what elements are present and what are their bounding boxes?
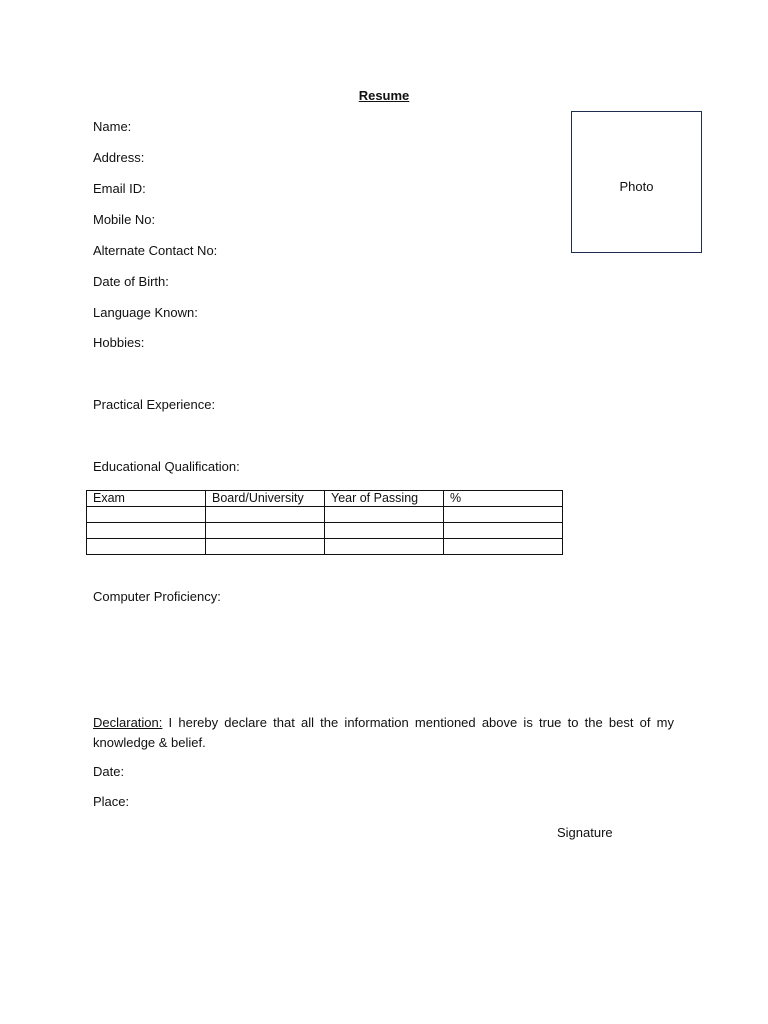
address-label: Address:: [93, 150, 145, 165]
table-row: [87, 523, 563, 539]
photo-label: Photo: [619, 179, 654, 194]
table-header-row: [87, 491, 563, 507]
place-label: Place:: [93, 794, 130, 809]
table-cell: [444, 507, 563, 523]
languages-label: Language Known:: [93, 305, 198, 320]
table-cell: [206, 539, 325, 555]
table-row: [87, 507, 563, 523]
practical-experience-label: Practical Experience:: [93, 397, 216, 412]
date-label: Date:: [93, 764, 125, 779]
table-header-board: Board/University: [206, 491, 325, 507]
table-cell: [87, 507, 206, 523]
table-cell: [87, 523, 206, 539]
educational-qualification-label: Educational Qualification:: [93, 459, 240, 474]
declaration-text: I hereby declare that all the information mentioned above is true to the best of my knowledge & belief.: [93, 715, 674, 750]
table-cell: [325, 523, 444, 539]
hobbies-label: Hobbies:: [93, 335, 145, 350]
dob-label: Date of Birth:: [93, 274, 169, 289]
table-header-percent: %: [444, 491, 563, 507]
table-header-exam: Exam: [87, 491, 206, 507]
table-cell: [325, 507, 444, 523]
table-cell: [206, 523, 325, 539]
table-cell: [87, 539, 206, 555]
mobile-label: Mobile No:: [93, 212, 156, 227]
table-cell: [444, 539, 563, 555]
education-table: [86, 490, 563, 555]
table-cell: [444, 523, 563, 539]
table-header-year: Year of Passing: [325, 491, 444, 507]
table-row: [87, 539, 563, 555]
alt-contact-label: Alternate Contact No:: [93, 243, 218, 258]
photo-box: [571, 111, 702, 253]
computer-proficiency-label: Computer Proficiency:: [93, 589, 221, 604]
signature-label: Signature: [557, 825, 613, 840]
table-cell: [206, 507, 325, 523]
email-label: Email ID:: [93, 181, 146, 196]
table-cell: [325, 539, 444, 555]
resume-title: Resume: [358, 88, 410, 103]
declaration-label: Declaration:: [93, 715, 163, 730]
declaration-paragraph: [93, 713, 674, 753]
name-label: Name:: [93, 119, 132, 134]
